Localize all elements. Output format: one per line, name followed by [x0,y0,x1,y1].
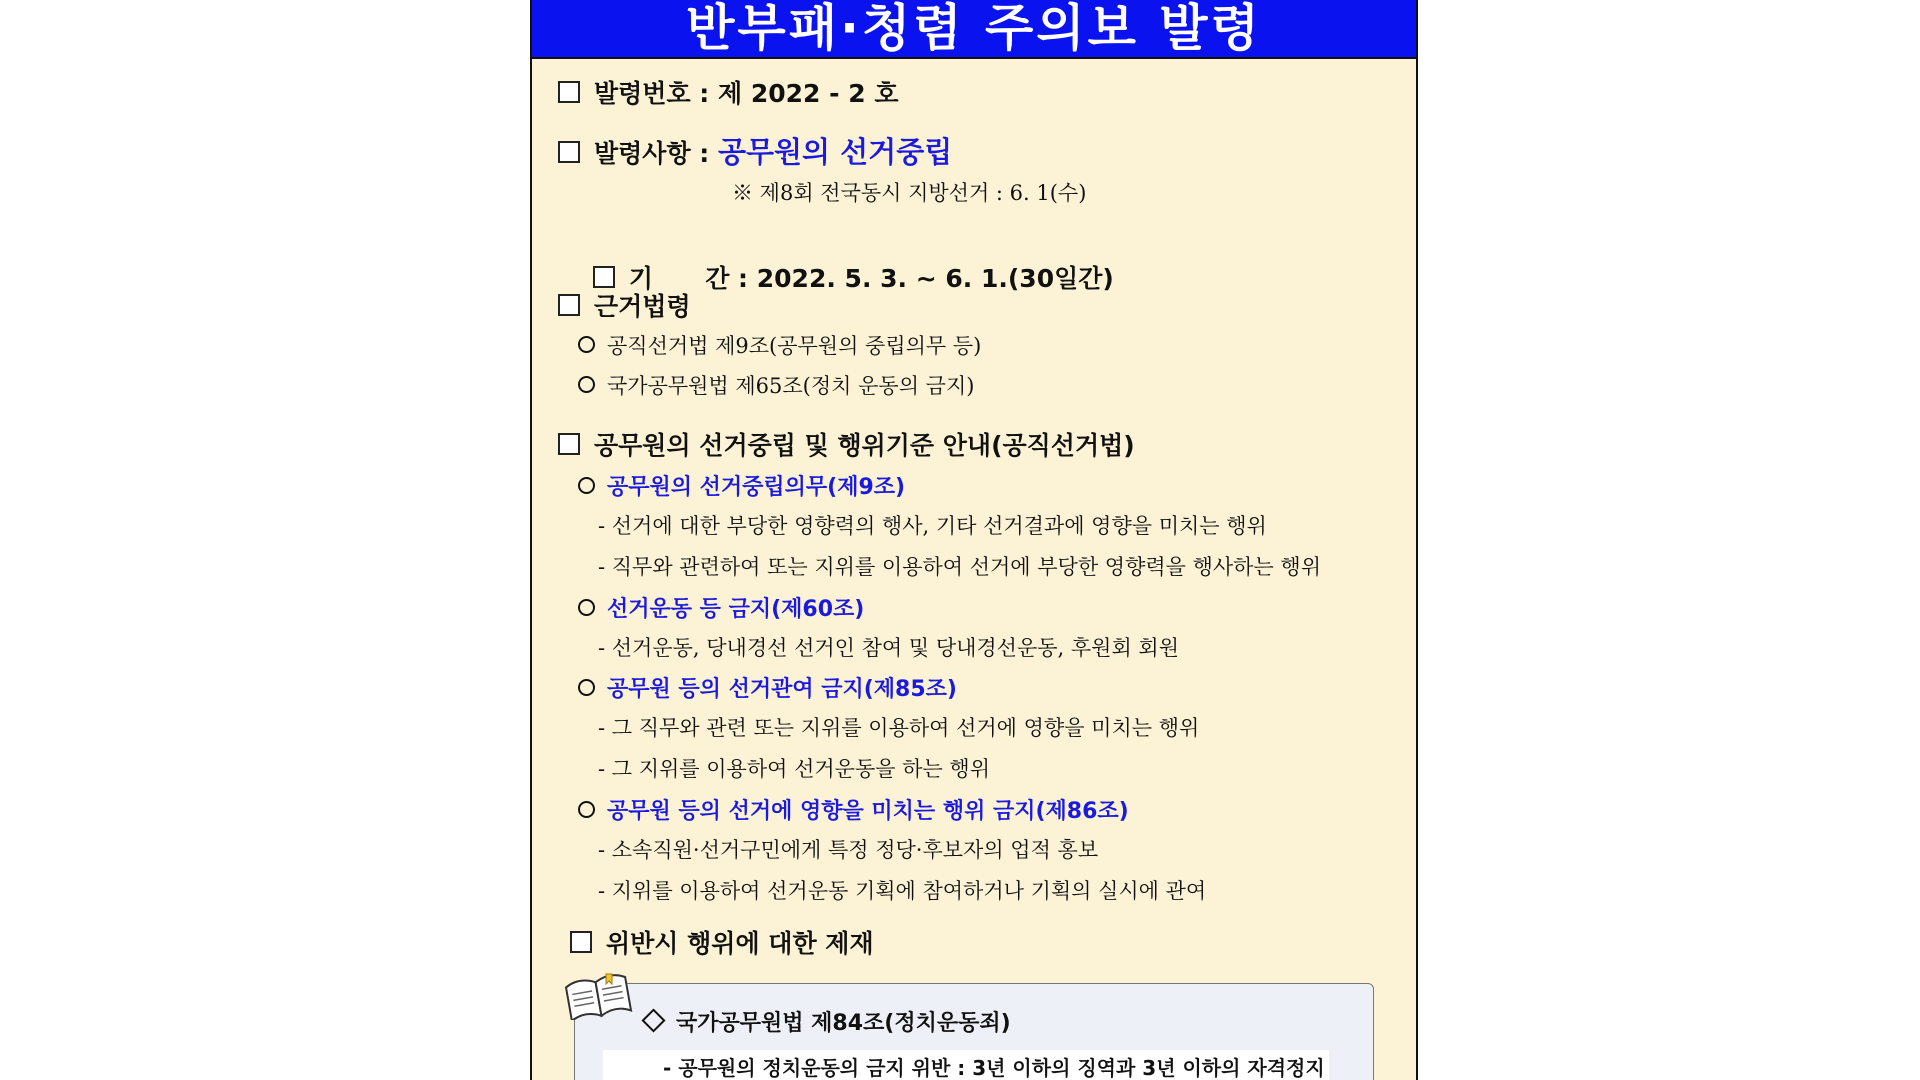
checkbox-square-icon [558,433,580,455]
guide-heading-text: 공무원 등의 선거관여 금지(제85조) [607,677,957,702]
issue-number-value: 제 2022 - 2 호 [718,79,899,108]
sanction-panel [574,983,1374,1080]
guide-title [558,426,1135,462]
law-item-text: 공직선거법 제9조(공무원의 중립의무 등) [607,334,982,358]
law-item [578,370,974,400]
issue-subject-label: 발령사항 : [594,139,719,168]
guide-line: - 소속직원·선거구민에게 특정 정당·후보자의 업적 홍보 [598,838,1099,862]
issue-number-row [558,74,898,110]
circle-bullet-icon [578,376,595,393]
guide-line: - 선거운동, 당내경선 선거인 참여 및 당내경선운동, 후원회 회원 [598,636,1179,660]
checkbox-square-icon [593,266,615,288]
notice-banner: 반부패·청렴 주의보 발령 [532,0,1416,59]
law-item [578,330,981,360]
guide-heading [578,794,1129,825]
sanction-panel-title [645,1006,1011,1037]
guide-line: - 그 직무와 관련 또는 지위를 이용하여 선거에 영향을 미치는 행위 [598,716,1200,740]
guide-line: - 그 지위를 이용하여 선거운동을 하는 행위 [598,757,991,781]
circle-bullet-icon [578,477,595,494]
sanction-title-text: 위반시 행위에 대한 제재 [606,929,874,958]
law-item-text: 국가공무원법 제65조(정치 운동의 금지) [607,374,975,398]
guide-title-text: 공무원의 선거중립 및 행위기준 안내(공직선거법) [594,431,1135,460]
election-note: ※ 제8회 전국동시 지방선거 : 6. 1(수) [732,181,1087,205]
legal-basis-title [558,287,691,323]
guide-heading [578,672,957,703]
checkbox-square-icon [558,81,580,103]
sanction-panel-title-text: 국가공무원법 제84조(정치운동죄) [676,1011,1011,1036]
guide-heading-text: 공무원 등의 선거에 영향을 미치는 행위 금지(제86조) [607,799,1129,824]
checkbox-square-icon [558,294,580,316]
period-value: 2022. 5. 3. ~ 6. 1.(30일간) [756,264,1114,293]
guide-heading-text: 공무원의 선거중립의무(제9조) [607,475,906,500]
book-icon [562,972,634,1020]
circle-bullet-icon [578,679,595,696]
issue-subject-value: 공무원의 선거중립 [718,135,953,169]
circle-bullet-icon [578,336,595,353]
sanction-title [570,924,874,960]
period-label: 기 간 : [628,264,757,293]
checkbox-square-icon [558,141,580,163]
guide-line: - 직무와 관련하여 또는 지위를 이용하여 선거에 부당한 영향력을 행사하는 행위 [598,555,1321,579]
guide-heading-text: 선거운동 등 금지(제60조) [607,597,865,622]
circle-bullet-icon [578,599,595,616]
issue-subject-row [558,130,952,171]
notice-document [530,0,1418,1080]
legal-basis-title-text: 근거법령 [594,292,691,321]
issue-number-label: 발령번호 : [594,79,719,108]
guide-heading [578,470,905,501]
sanction-panel-line: - 공무원의 정치운동의 금지 위반 : 3년 이하의 징역과 3년 이하의 자격정지 [603,1050,1329,1080]
guide-line: - 지위를 이용하여 선거운동 기획에 참여하거나 기획의 실시에 관여 [598,879,1207,903]
guide-heading [578,592,864,623]
guide-line: - 선거에 대한 부당한 영향력의 행사, 기타 선거결과에 영향을 미치는 행위 [598,514,1267,538]
checkbox-square-icon [570,931,592,953]
circle-bullet-icon [578,801,595,818]
diamond-bullet-icon [641,1008,665,1032]
